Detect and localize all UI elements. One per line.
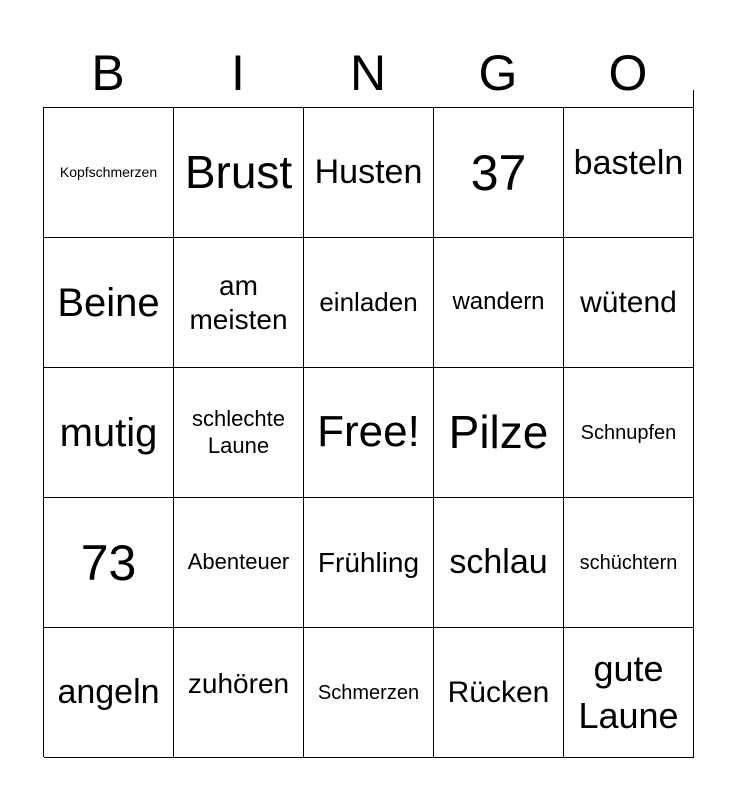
bingo-cell[interactable]: Pilze xyxy=(434,368,564,498)
bingo-cell[interactable]: gute Laune xyxy=(564,628,694,758)
bingo-cell[interactable]: Frühling xyxy=(304,498,434,628)
bingo-cell[interactable]: Kopfschmerzen xyxy=(44,108,174,238)
bingo-cell[interactable]: Schmerzen xyxy=(304,628,434,758)
bingo-cell[interactable]: 73 xyxy=(44,498,174,628)
bingo-cell[interactable]: mutig xyxy=(44,368,174,498)
bingo-cell[interactable]: wandern xyxy=(434,238,564,368)
header-letter-b: B xyxy=(91,45,125,101)
bingo-cell[interactable]: zuhören xyxy=(174,610,304,758)
bingo-cell[interactable]: wütend xyxy=(564,238,694,368)
bingo-cell[interactable]: 37 xyxy=(434,108,564,238)
bingo-cell[interactable]: einladen xyxy=(304,238,434,368)
bingo-cell[interactable]: schlau xyxy=(434,498,564,628)
bingo-cell[interactable]: am meisten xyxy=(174,238,304,368)
bingo-cell[interactable]: Beine xyxy=(44,238,174,368)
bingo-cell[interactable]: Brust xyxy=(174,108,304,238)
bingo-cell[interactable]: schüchtern xyxy=(564,498,694,628)
bingo-cell[interactable]: Schnupfen xyxy=(564,368,694,498)
header-letter-i: I xyxy=(231,45,245,101)
bingo-cell[interactable]: basteln xyxy=(564,90,694,238)
bingo-cell[interactable]: Abenteuer xyxy=(174,498,304,628)
bingo-cell[interactable]: Free! xyxy=(304,368,434,498)
bingo-cell[interactable]: Husten xyxy=(304,108,434,238)
header-letter-g: G xyxy=(478,45,518,101)
bingo-cell[interactable]: Rücken xyxy=(434,628,564,758)
bingo-grid xyxy=(43,107,693,757)
header-letter-o: O xyxy=(608,45,648,101)
bingo-cell[interactable]: angeln xyxy=(44,628,174,758)
header-letter-n: N xyxy=(349,45,387,101)
bingo-cell[interactable]: schlechte Laune xyxy=(174,368,304,498)
